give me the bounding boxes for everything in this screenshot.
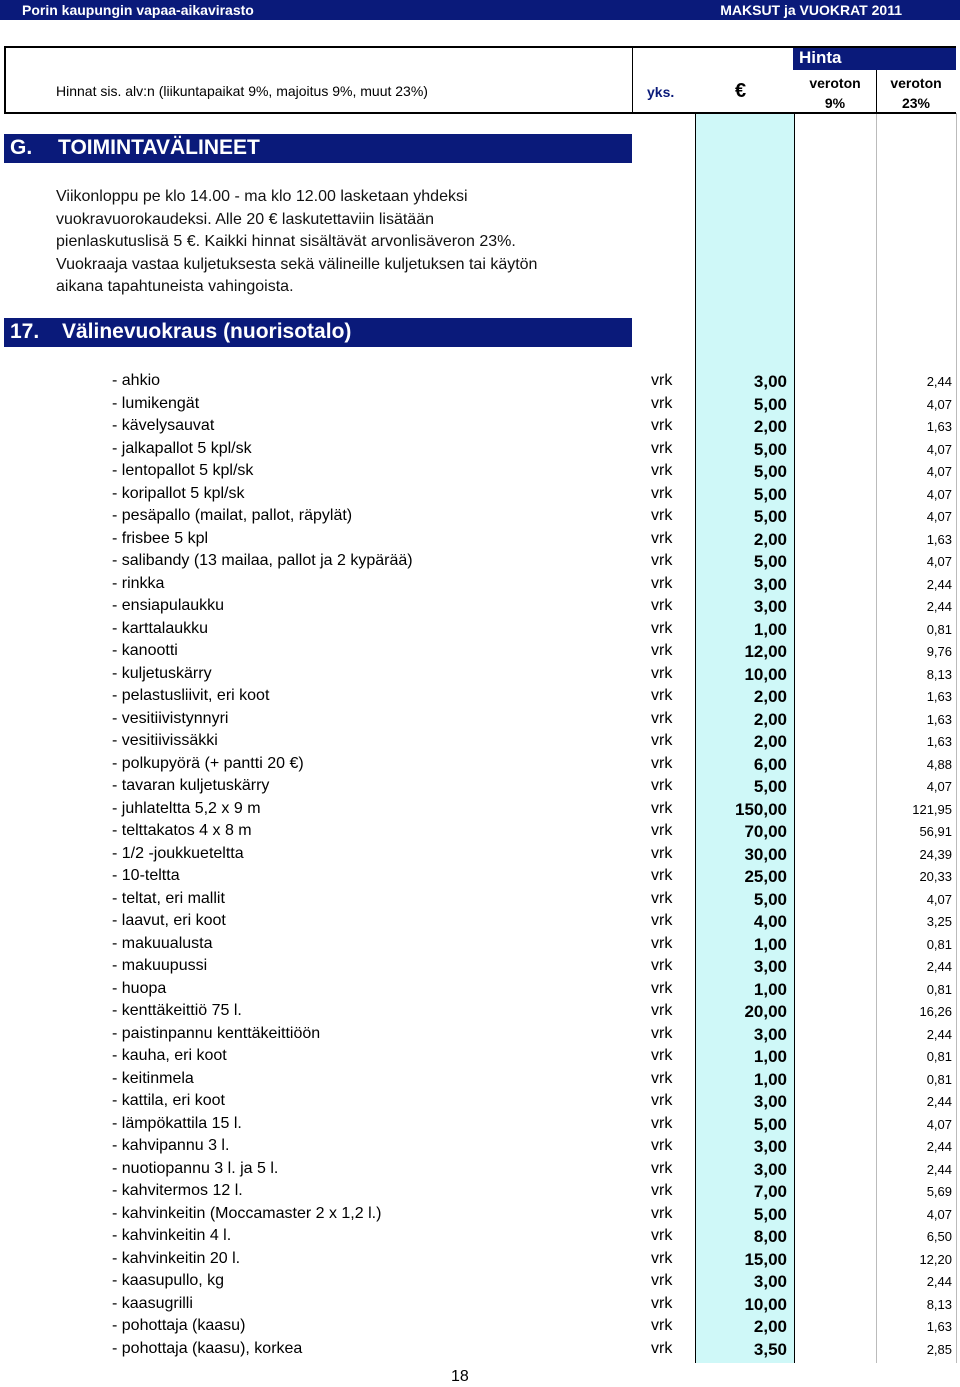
item-name: - kattila, eri koot <box>112 1092 225 1109</box>
item-price-excl-vat: 0,81 <box>926 981 952 997</box>
item-price: 2,00 <box>753 529 787 549</box>
price-row <box>0 505 960 528</box>
item-unit: vrk <box>651 844 673 862</box>
item-price: 3,00 <box>753 1272 787 1291</box>
item-price-excl-vat: 1,63 <box>926 419 952 434</box>
item-name: - kanootti <box>112 642 178 659</box>
item-name: - nuotiopannu 3 l. ja 5 l. <box>112 1159 279 1177</box>
item-unit: vrk <box>651 439 673 457</box>
item-name: - koripallot 5 kpl/sk <box>112 484 245 502</box>
item-name: - karttalaukku <box>112 619 209 637</box>
organization-name: Porin kaupungin vapaa-aikavirasto <box>22 2 254 18</box>
price-row <box>0 1338 960 1361</box>
item-unit: vrk <box>651 687 673 704</box>
item-price-excl-vat: 4,07 <box>926 1116 952 1132</box>
item-name: - pelastusliivit, eri koot <box>112 687 270 704</box>
item-unit: vrk <box>651 822 673 839</box>
item-unit: vrk <box>651 979 673 997</box>
item-price: 5,00 <box>753 462 787 481</box>
item-name: - kaasugrilli <box>112 1294 193 1312</box>
item-unit: vrk <box>651 912 673 929</box>
veroton-9-header <box>793 73 877 113</box>
item-name: - 1/2 -joukkueteltta <box>112 844 244 862</box>
description-line: aikana tapahtuneista vahingoista. <box>56 278 294 295</box>
item-price: 6,00 <box>753 754 787 774</box>
page-number: 18 <box>451 1368 469 1385</box>
item-unit: vrk <box>651 642 673 659</box>
price-row <box>0 370 960 393</box>
item-unit: vrk <box>651 1272 673 1289</box>
item-price-excl-vat: 4,07 <box>926 486 952 502</box>
header-left-border <box>4 46 6 114</box>
price-row <box>0 933 960 956</box>
item-price-excl-vat: 4,07 <box>926 891 952 907</box>
price-row <box>0 708 960 731</box>
item-name: - kahvinkeitin (Moccamaster 2 x 1,2 l.) <box>112 1204 382 1222</box>
item-unit: vrk <box>651 1182 673 1199</box>
price-row <box>0 618 960 641</box>
item-price-excl-vat: 4,07 <box>926 441 952 457</box>
document-title: MAKSUT ja VUOKRAT 2011 <box>720 2 902 18</box>
price-row <box>0 595 960 618</box>
item-price: 7,00 <box>753 1182 787 1201</box>
price-list <box>0 370 960 1360</box>
item-price-excl-vat: 0,81 <box>926 936 952 952</box>
item-price: 3,00 <box>753 597 787 616</box>
item-price-excl-vat: 8,13 <box>926 666 952 682</box>
item-price: 3,00 <box>753 372 787 391</box>
item-price-excl-vat: 0,81 <box>926 1071 952 1087</box>
item-price: 30,00 <box>744 844 787 864</box>
price-row <box>0 798 960 821</box>
item-price: 2,00 <box>753 709 787 729</box>
item-price: 5,00 <box>753 507 787 526</box>
price-row <box>0 1068 960 1091</box>
item-price-excl-vat: 4,07 <box>926 1206 952 1222</box>
item-unit: vrk <box>651 1159 673 1177</box>
item-unit: vrk <box>651 889 673 907</box>
item-name: - ensiapulaukku <box>112 597 225 614</box>
item-price-excl-vat: 8,13 <box>926 1296 952 1312</box>
item-price: 5,00 <box>753 1204 787 1224</box>
price-row <box>0 1090 960 1113</box>
item-price-excl-vat: 16,26 <box>919 1004 952 1019</box>
price-row <box>0 1158 960 1181</box>
item-price-excl-vat: 2,44 <box>926 1274 952 1289</box>
item-unit: vrk <box>651 552 673 569</box>
item-price-excl-vat: 2,44 <box>926 576 952 592</box>
item-price: 5,00 <box>753 777 787 796</box>
item-unit: vrk <box>651 1092 673 1109</box>
item-price: 3,00 <box>753 957 787 976</box>
unit-column-header: yks. <box>647 84 675 100</box>
item-unit: vrk <box>651 394 673 412</box>
item-price-excl-vat: 121,95 <box>912 801 952 817</box>
price-row <box>0 483 960 506</box>
item-unit: vrk <box>651 754 673 772</box>
price-row <box>0 438 960 461</box>
description-line: vuokravuorokaudeksi. Alle 20 € laskutettaviin lisätään <box>56 210 434 228</box>
item-price: 5,00 <box>753 394 787 414</box>
item-unit: vrk <box>651 1339 673 1357</box>
price-row <box>0 1203 960 1226</box>
item-name: - kauha, eri koot <box>112 1047 227 1064</box>
price-row <box>0 955 960 978</box>
section-description <box>56 186 616 299</box>
item-unit: vrk <box>651 574 673 592</box>
item-name: - pohottaja (kaasu) <box>112 1317 246 1334</box>
price-row <box>0 1248 960 1271</box>
description-line: Viikonloppu pe klo 14.00 - ma klo 12.00 lasketaan yhdeksi <box>56 188 468 205</box>
item-price: 3,50 <box>753 1339 787 1359</box>
top-header-bar <box>0 0 960 20</box>
section-letter: G. <box>10 136 33 159</box>
description-line: pienlaskutuslisä 5 €. Kaikki hinnat sisältävät arvonlisäveron 23%. <box>56 233 516 250</box>
item-unit: vrk <box>651 597 673 614</box>
item-unit: vrk <box>651 1137 673 1154</box>
item-price-excl-vat: 4,07 <box>926 464 952 479</box>
item-price: 20,00 <box>744 1002 787 1021</box>
item-price-excl-vat: 4,07 <box>926 554 952 569</box>
price-row <box>0 573 960 596</box>
item-price: 5,00 <box>753 484 787 504</box>
price-row <box>0 910 960 933</box>
price-row <box>0 528 960 551</box>
item-name: - huopa <box>112 979 167 997</box>
item-price: 25,00 <box>744 867 787 886</box>
price-row <box>0 663 960 686</box>
price-row <box>0 1180 960 1203</box>
item-price: 5,00 <box>753 439 787 459</box>
item-price: 1,00 <box>753 1047 787 1066</box>
item-price: 3,00 <box>753 1159 787 1179</box>
item-unit: vrk <box>651 799 673 817</box>
item-price-excl-vat: 56,91 <box>919 824 952 839</box>
price-row <box>0 1000 960 1023</box>
section-title: TOIMINTAVÄLINEET <box>58 136 260 159</box>
price-row <box>0 1315 960 1338</box>
header-divider <box>632 48 633 114</box>
item-unit: vrk <box>651 1114 673 1132</box>
item-name: - polkupyörä (+ pantti 20 €) <box>112 754 304 772</box>
item-price-excl-vat: 1,63 <box>926 531 952 547</box>
description-line: Vuokraaja vastaa kuljetuksesta sekä välineille kuljetuksen tai käytön <box>56 255 538 273</box>
price-row <box>0 460 960 483</box>
item-price-excl-vat: 2,44 <box>926 959 952 974</box>
item-unit: vrk <box>651 1069 673 1087</box>
item-name: - kahvipannu 3 l. <box>112 1137 230 1154</box>
item-price-excl-vat: 2,44 <box>926 374 952 389</box>
item-price-excl-vat: 4,07 <box>926 779 952 794</box>
item-unit: vrk <box>651 732 673 749</box>
item-name: - kävelysauvat <box>112 417 215 434</box>
item-unit: vrk <box>651 372 673 389</box>
item-name: - vesitiivissäkki <box>112 732 218 749</box>
item-price-excl-vat: 2,44 <box>926 1094 952 1109</box>
item-price-excl-vat: 2,44 <box>926 1026 952 1042</box>
price-row <box>0 1045 960 1068</box>
item-price: 8,00 <box>753 1227 787 1246</box>
item-price: 5,00 <box>753 889 787 909</box>
item-name: - jalkapallot 5 kpl/sk <box>112 439 252 457</box>
item-price-excl-vat: 1,63 <box>926 689 952 704</box>
item-price-excl-vat: 1,63 <box>926 711 952 727</box>
item-price-excl-vat: 4,07 <box>926 396 952 412</box>
price-row <box>0 888 960 911</box>
item-price: 1,00 <box>753 619 787 639</box>
item-price-excl-vat: 2,44 <box>926 1161 952 1177</box>
price-row <box>0 775 960 798</box>
hinta-header: Hinta <box>799 48 842 67</box>
item-name: - lentopallot 5 kpl/sk <box>112 462 254 479</box>
price-row <box>0 753 960 776</box>
item-unit: vrk <box>651 529 673 547</box>
price-row <box>0 820 960 843</box>
price-row <box>0 640 960 663</box>
price-row <box>0 685 960 708</box>
item-name: - telttakatos 4 x 8 m <box>112 822 252 839</box>
item-name: - teltat, eri mallit <box>112 889 225 907</box>
item-unit: vrk <box>651 664 673 682</box>
item-price-excl-vat: 2,85 <box>926 1341 952 1357</box>
item-price-excl-vat: 0,81 <box>926 621 952 637</box>
item-price: 12,00 <box>744 642 787 661</box>
item-price: 3,00 <box>753 574 787 594</box>
item-price-excl-vat: 4,07 <box>926 509 952 524</box>
item-name: - pesäpallo (mailat, pallot, räpylät) <box>112 507 353 524</box>
item-unit: vrk <box>651 1227 673 1244</box>
price-row <box>0 978 960 1001</box>
item-unit: vrk <box>651 619 673 637</box>
item-unit: vrk <box>651 462 673 479</box>
item-unit: vrk <box>651 1002 673 1019</box>
price-row <box>0 1023 960 1046</box>
item-unit: vrk <box>651 934 673 952</box>
item-name: - lämpökattila 15 l. <box>112 1114 242 1132</box>
price-row <box>0 393 960 416</box>
veroton-9-rate: 9% <box>824 95 846 111</box>
item-name: - paistinpannu kenttäkeittiöön <box>112 1024 321 1042</box>
item-price-excl-vat: 3,25 <box>926 914 952 929</box>
price-row <box>0 1225 960 1248</box>
item-price: 1,00 <box>753 1069 787 1089</box>
item-price-excl-vat: 5,69 <box>926 1184 952 1199</box>
price-row <box>0 1293 960 1316</box>
item-unit: vrk <box>651 507 673 524</box>
item-price-excl-vat: 12,20 <box>919 1251 952 1267</box>
item-price: 2,00 <box>753 1317 787 1336</box>
subsection-title: Välinevuokraus (nuorisotalo) <box>62 320 352 343</box>
item-name: - kaasupullo, kg <box>112 1272 225 1289</box>
item-unit: vrk <box>651 1317 673 1334</box>
item-unit: vrk <box>651 417 673 434</box>
item-name: - vesitiivistynnyri <box>112 709 229 727</box>
price-row <box>0 730 960 753</box>
veroton-23-header <box>876 73 956 113</box>
item-name: - keitinmela <box>112 1069 194 1087</box>
item-price: 2,00 <box>753 417 787 436</box>
veroton-23-label: veroton <box>890 75 942 91</box>
item-name: - lumikengät <box>112 394 200 412</box>
item-unit: vrk <box>651 1294 673 1312</box>
item-name: - kuljetuskärry <box>112 664 212 682</box>
item-price: 1,00 <box>753 934 787 954</box>
euro-column-header: € <box>735 80 747 102</box>
item-price: 1,00 <box>753 979 787 999</box>
item-price: 2,00 <box>753 732 787 751</box>
price-row <box>0 1135 960 1158</box>
item-name: - frisbee 5 kpl <box>112 529 209 547</box>
item-price-excl-vat: 20,33 <box>919 869 952 884</box>
item-name: - ahkio <box>112 372 161 389</box>
item-name: - pohottaja (kaasu), korkea <box>112 1339 303 1357</box>
item-name: - salibandy (13 mailaa, pallot ja 2 kypärää) <box>112 552 413 569</box>
item-price: 10,00 <box>744 664 787 684</box>
item-price: 150,00 <box>735 799 787 819</box>
veroton-9-label: veroton <box>809 75 861 91</box>
item-price-excl-vat: 24,39 <box>919 846 952 862</box>
item-price: 5,00 <box>753 552 787 571</box>
price-row <box>0 1113 960 1136</box>
item-unit: vrk <box>651 957 673 974</box>
item-price-excl-vat: 4,88 <box>926 756 952 772</box>
item-unit: vrk <box>651 777 673 794</box>
price-row <box>0 550 960 573</box>
item-price: 5,00 <box>753 1114 787 1134</box>
item-name: - 10-teltta <box>112 867 180 884</box>
section-banner <box>4 134 632 163</box>
item-price: 3,00 <box>753 1092 787 1111</box>
subsection-banner <box>4 318 632 347</box>
item-price: 3,00 <box>753 1024 787 1044</box>
item-name: - makuualusta <box>112 934 213 952</box>
item-price-excl-vat: 1,63 <box>926 1319 952 1334</box>
item-unit: vrk <box>651 484 673 502</box>
item-unit: vrk <box>651 867 673 884</box>
price-row <box>0 415 960 438</box>
item-price-excl-vat: 2,44 <box>926 599 952 614</box>
item-unit: vrk <box>651 709 673 727</box>
item-price-excl-vat: 9,76 <box>926 644 952 659</box>
item-unit: vrk <box>651 1024 673 1042</box>
item-name: - kahvitermos 12 l. <box>112 1182 243 1199</box>
item-price-excl-vat: 6,50 <box>926 1229 952 1244</box>
item-unit: vrk <box>651 1204 673 1222</box>
subsection-number: 17. <box>10 320 40 343</box>
item-name: - makuupussi <box>112 957 208 974</box>
item-name: - kahvinkeitin 4 l. <box>112 1227 232 1244</box>
item-price: 3,00 <box>753 1137 787 1156</box>
price-row <box>0 843 960 866</box>
item-price-excl-vat: 1,63 <box>926 734 952 749</box>
item-name: - tavaran kuljetuskärry <box>112 777 270 794</box>
price-row <box>0 1270 960 1293</box>
item-name: - laavut, eri koot <box>112 912 226 929</box>
item-name: - rinkka <box>112 574 165 592</box>
vat-note: Hinnat sis. alv:n (liikuntapaikat 9%, majoitus 9%, muut 23%) <box>56 83 428 99</box>
item-price: 10,00 <box>744 1294 787 1314</box>
item-price: 70,00 <box>744 822 787 841</box>
price-row <box>0 865 960 888</box>
item-price-excl-vat: 0,81 <box>926 1049 952 1064</box>
item-price: 2,00 <box>753 687 787 706</box>
item-unit: vrk <box>651 1249 673 1267</box>
item-price: 15,00 <box>744 1249 787 1269</box>
item-name: - juhlateltta 5,2 x 9 m <box>112 799 261 817</box>
item-name: - kahvinkeitin 20 l. <box>112 1249 241 1267</box>
item-name: - kenttäkeittiö 75 l. <box>112 1002 242 1019</box>
item-unit: vrk <box>651 1047 673 1064</box>
item-price: 4,00 <box>753 912 787 931</box>
veroton-23-rate: 23% <box>901 95 931 111</box>
item-price-excl-vat: 2,44 <box>926 1139 952 1154</box>
